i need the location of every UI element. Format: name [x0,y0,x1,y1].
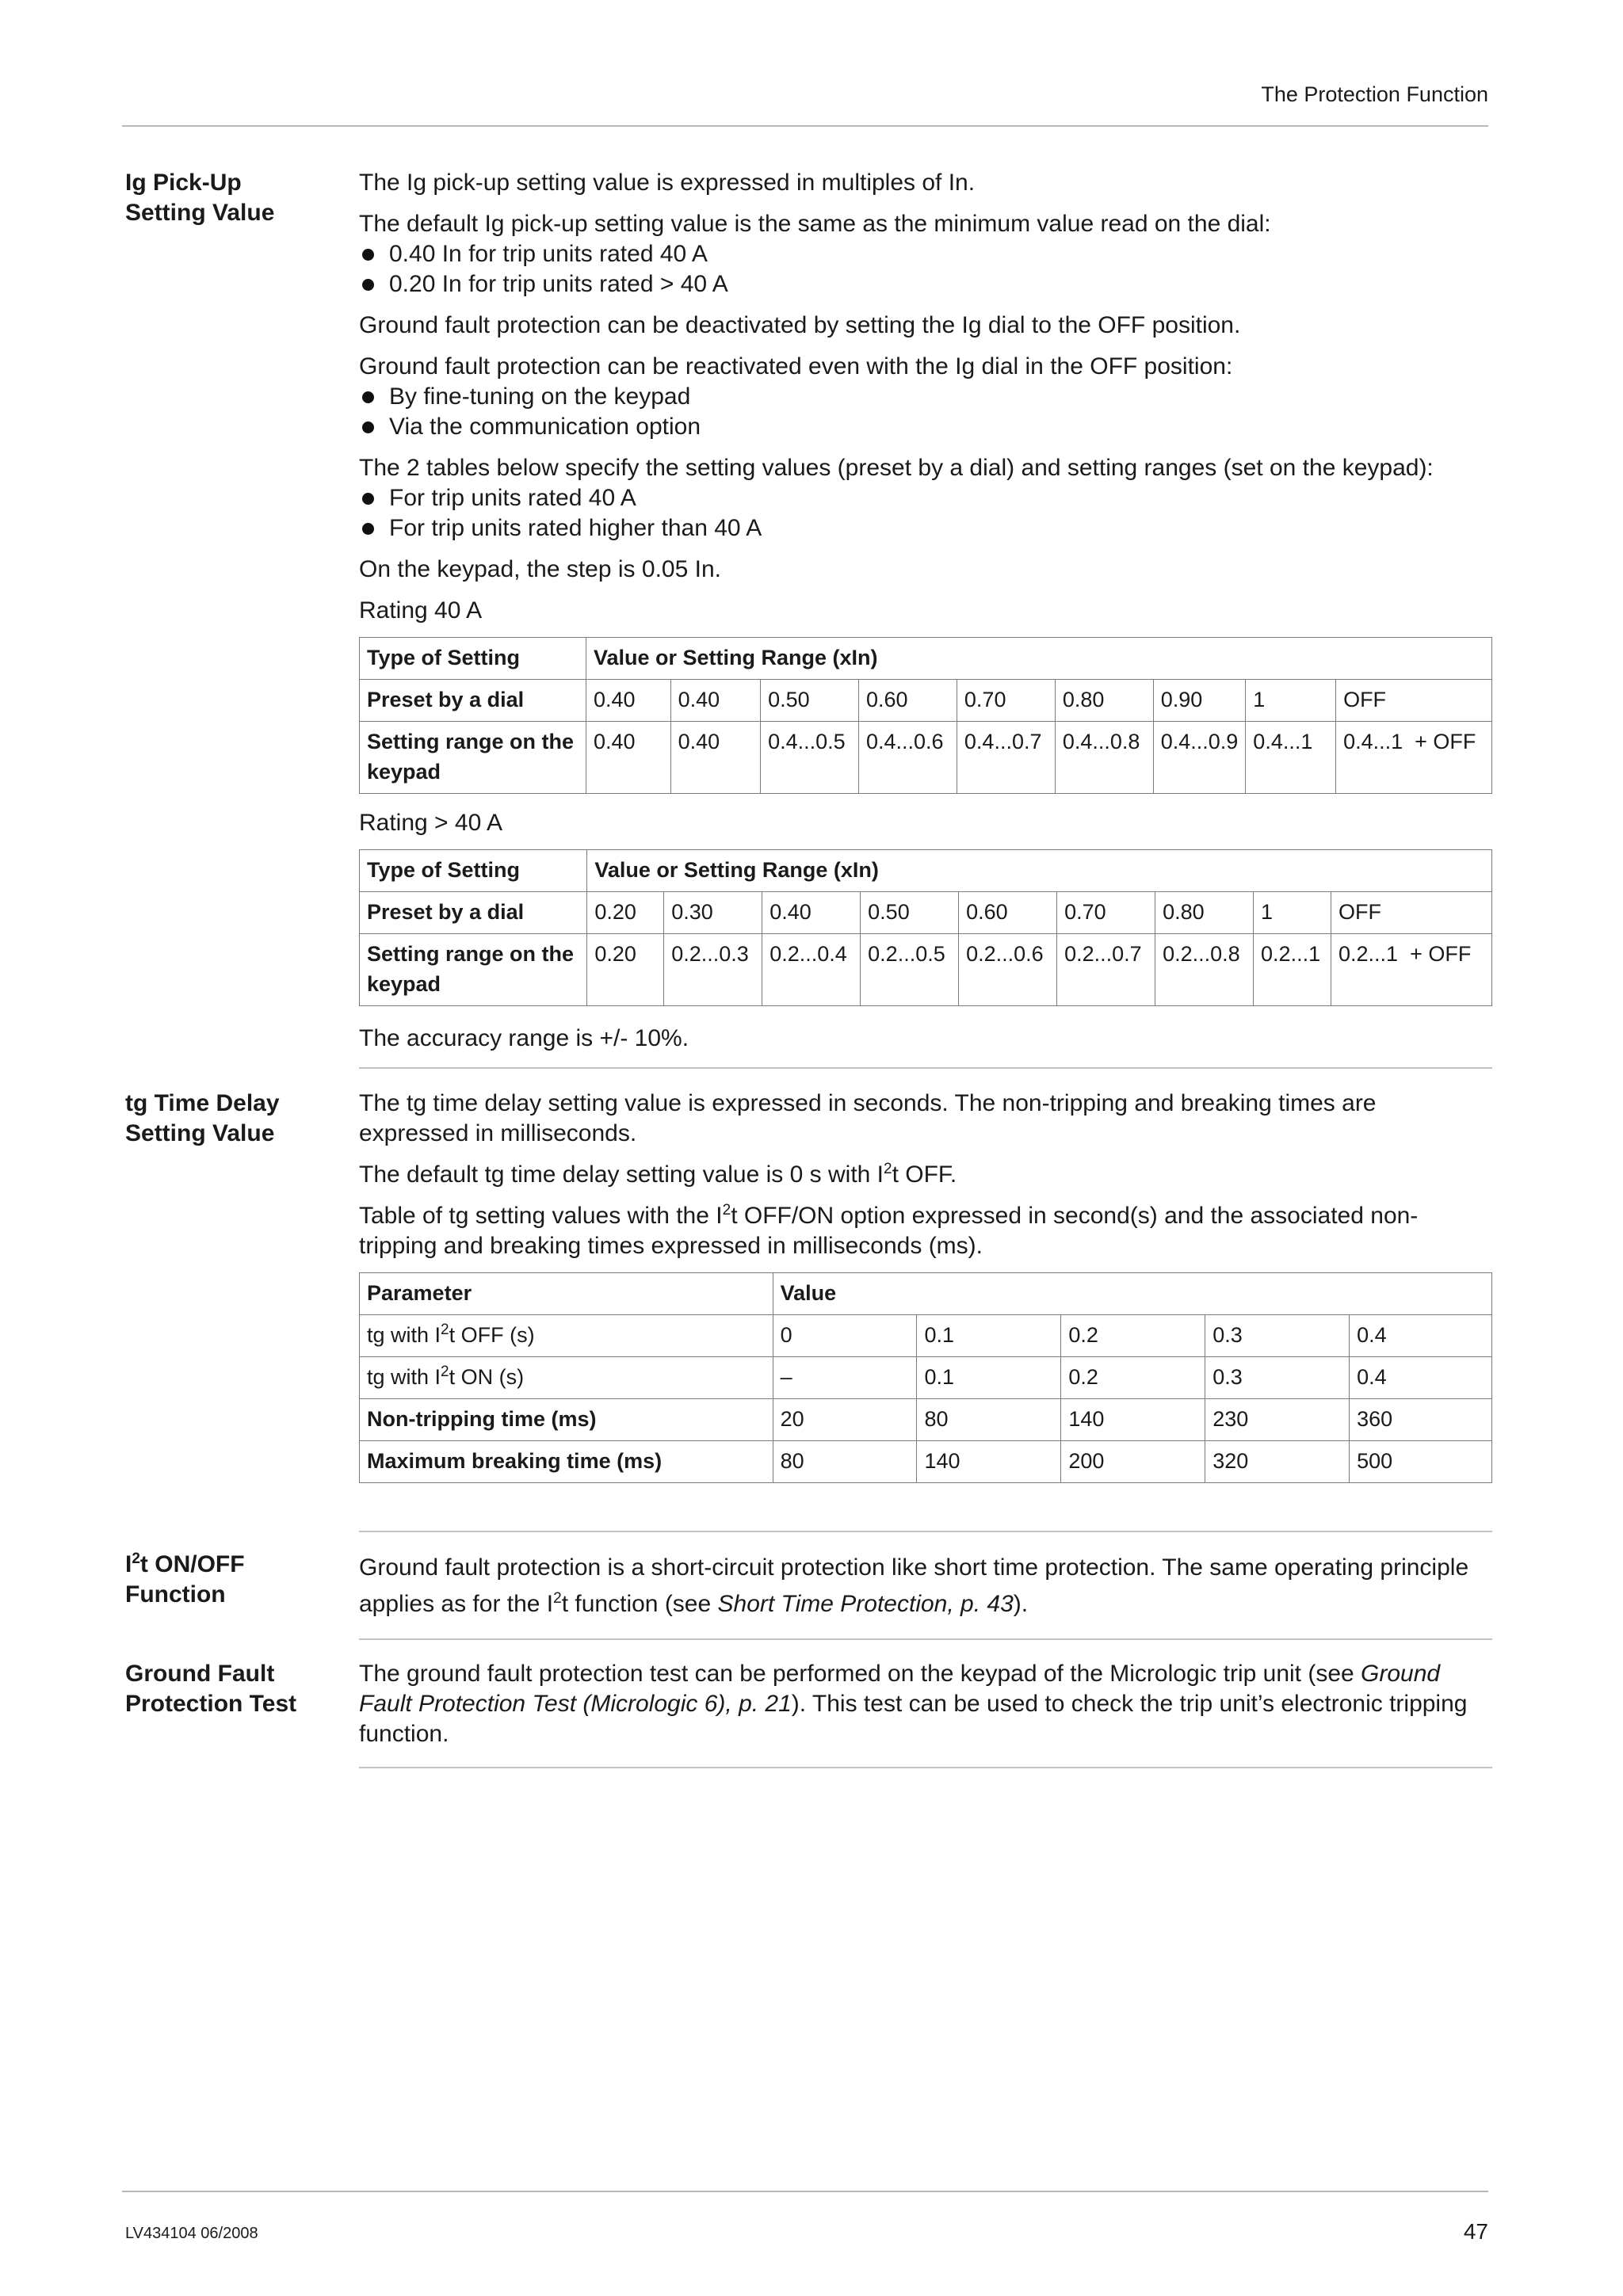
bullet-item: Via the communication option [359,412,1492,442]
cross-reference: Short Time Protection, p. 43 [717,1591,1014,1617]
section-label-i2t [125,1550,355,1610]
text-run: t function (see [561,1591,718,1617]
superscript: 2 [884,1161,892,1177]
page-number: 47 [1463,2219,1488,2244]
table-cell: 0.40 [762,892,861,934]
section-divider [359,1067,1492,1069]
table-cell: 0.4...0.7 [957,722,1055,794]
table-cell: 0 [773,1315,917,1357]
table-row [360,722,1492,794]
text-run: t OFF. [892,1161,957,1188]
table-row-label: Non-tripping time (ms) [360,1399,773,1441]
rating-over-40a-table [359,849,1492,1006]
running-header: The Protection Function [1261,82,1488,106]
table-cell: 20 [773,1399,917,1441]
bullet-list [359,239,1492,299]
bullet-item: By fine-tuning on the keypad [359,382,1492,412]
table-row [360,892,1492,934]
table-cell: 80 [917,1399,1061,1441]
table-cell: 0.40 [586,722,670,794]
table-cell: 0.2...0.7 [1057,934,1155,1006]
table-cell: 0.2...0.5 [861,934,959,1006]
table-row [360,1315,1492,1357]
table-cell: 0.1 [917,1357,1061,1399]
paragraph [359,1201,1492,1261]
section-body-gf-test [359,1659,1492,1760]
table-cell: 200 [1061,1441,1205,1483]
section-label-line: Ground Fault [125,1661,275,1687]
table-cell: 0.3 [1205,1357,1350,1399]
table-caption: Rating > 40 A [359,810,502,836]
table-cell: 0.2...0.4 [762,934,861,1006]
section-label-line: Function [125,1581,226,1608]
text-run: Ground fault protection is a short-circuit protection like short time protection. The same operating principle applies as for the I [359,1554,1469,1617]
superscript: 2 [553,1590,562,1607]
rating-40a-table [359,637,1492,794]
tg-settings-table [359,1272,1492,1483]
bullet-item: 0.40 In for trip units rated 40 A [359,239,1492,269]
text-run: tg with I [367,1365,441,1389]
table-cell: 0.2...1 + OFF [1331,934,1492,1006]
bullet-item: For trip units rated 40 A [359,483,1492,513]
text-run: ). This test can be used to check the trip unit’s electronic tripping function. [359,1691,1468,1747]
table-row [360,934,1492,1006]
table-cell: 0.2...0.8 [1155,934,1254,1006]
table-cell: 0.2...1 [1254,934,1331,1006]
table-cell: 0.4...0.8 [1055,722,1153,794]
table-cell: 0.20 [587,934,664,1006]
section-label-line: Setting Value [125,1120,275,1146]
table-cell: OFF [1331,892,1492,934]
section-label-line: Setting Value [125,200,275,226]
superscript: 2 [132,1550,140,1567]
table-row-label: Setting range on the keypad [360,934,587,1006]
table-cell: 0.70 [957,680,1055,722]
paragraph [359,1550,1492,1623]
table-cell: 0.20 [587,892,664,934]
table-cell: 230 [1205,1399,1350,1441]
text-run: t ON (s) [449,1365,525,1389]
table-row-label [360,1357,773,1399]
table-cell: 0.40 [586,680,670,722]
text-run: Table of tg setting values with the I [359,1203,723,1229]
section-body-tg-time-delay [359,1089,1492,1483]
table-cell: 0.4...0.9 [1153,722,1246,794]
cross-reference: Ground Fault Protection Test (Micrologic 6), p. 21 [359,1661,1441,1717]
table-cell: 0.60 [859,680,957,722]
table-header-cell: Value or Setting Range (xIn) [587,850,1492,892]
table-caption: Rating 40 A [359,597,483,624]
section-label-ig-pickup [125,168,355,228]
text-run: t OFF (s) [449,1323,535,1347]
table-row [360,638,1492,680]
table-cell: OFF [1336,680,1492,722]
table-cell: 80 [773,1441,917,1483]
section-label-line: Protection Test [125,1691,297,1717]
table-cell: 0.90 [1153,680,1246,722]
table-row-label [360,1315,773,1357]
table-header-cell: Value [773,1273,1491,1315]
paragraph: Ground fault protection can be deactivated by setting the Ig dial to the OFF position. [359,312,1241,338]
section-label-line [125,1550,355,1580]
table-row-label: Maximum breaking time (ms) [360,1441,773,1483]
table-cell: 1 [1254,892,1331,934]
text-run: tg with I [367,1323,441,1347]
footer-doc-reference: LV434104 06/2008 [125,2225,258,2242]
superscript: 2 [441,1322,449,1338]
table-cell: 0.4...0.5 [761,722,859,794]
table-row [360,1399,1492,1441]
table-cell: 0.4...1 [1246,722,1336,794]
paragraph: On the keypad, the step is 0.05 In. [359,556,721,582]
table-row-label: Preset by a dial [360,892,587,934]
table-cell: 0.80 [1155,892,1254,934]
superscript: 2 [722,1202,731,1219]
paragraph: The accuracy range is +/- 10%. [359,1025,689,1051]
table-cell: 140 [1061,1399,1205,1441]
table-cell: 360 [1350,1399,1492,1441]
section-body-ig-pickup [359,168,1492,1065]
text-run: I [125,1551,132,1577]
section-label-tg-time-delay [125,1089,355,1149]
table-cell: 0.50 [761,680,859,722]
bullet-item: 0.20 In for trip units rated > 40 A [359,269,1492,299]
table-row [360,1441,1492,1483]
table-header-cell: Value or Setting Range (xIn) [586,638,1491,680]
header-divider [122,125,1488,127]
section-body-i2t [359,1550,1492,1634]
table-header-cell: Type of Setting [360,638,586,680]
table-cell: 0.80 [1055,680,1153,722]
paragraph: The tg time delay setting value is expressed in seconds. The non-tripping and breaking times are expressed in milliseconds. [359,1090,1377,1146]
table-cell: 1 [1246,680,1336,722]
table-cell: 0.4 [1350,1357,1492,1399]
table-row-label: Setting range on the keypad [360,722,586,794]
paragraph: The Ig pick-up setting value is expressed in multiples of In. [359,170,976,196]
table-cell: 0.30 [664,892,762,934]
section-divider [359,1531,1492,1532]
table-cell: 500 [1350,1441,1492,1483]
table-cell: 0.4...0.6 [859,722,957,794]
table-row [360,1357,1492,1399]
table-cell: 0.3 [1205,1315,1350,1357]
table-cell: 0.70 [1057,892,1155,934]
bullet-list [359,382,1492,442]
table-row-label: Preset by a dial [360,680,586,722]
text-run: The ground fault protection test can be performed on the keypad of the Micrologic trip unit (see [359,1661,1361,1687]
table-cell: 0.4...1 + OFF [1336,722,1492,794]
table-cell: 320 [1205,1441,1350,1483]
table-row [360,1273,1492,1315]
paragraph: The 2 tables below specify the setting values (preset by a dial) and setting ranges (set on the keypad): [359,455,1434,481]
text-run: ). [1013,1591,1029,1617]
table-cell: 0.2...0.6 [959,934,1057,1006]
table-cell: 140 [917,1441,1061,1483]
section-divider [359,1638,1492,1640]
table-header-cell: Parameter [360,1273,773,1315]
bullet-item: For trip units rated higher than 40 A [359,513,1492,543]
table-row [360,850,1492,892]
table-cell: 0.50 [861,892,959,934]
table-cell: 0.60 [959,892,1057,934]
table-row [360,680,1492,722]
table-cell: 0.2 [1061,1357,1205,1399]
bullet-list [359,483,1492,543]
table-cell: 0.1 [917,1315,1061,1357]
section-label-line: tg Time Delay [125,1090,280,1116]
table-cell: – [773,1357,917,1399]
section-divider [359,1767,1492,1768]
text-run: The default tg time delay setting value is 0 s with I [359,1161,884,1188]
text-run: t ON/OFF [139,1551,245,1577]
table-cell: 0.2 [1061,1315,1205,1357]
table-header-cell: Type of Setting [360,850,587,892]
paragraph [359,1659,1492,1749]
footer-divider [122,2191,1488,2192]
paragraph: The default Ig pick-up setting value is the same as the minimum value read on the dial: [359,211,1271,237]
paragraph [359,1160,1492,1190]
table-cell: 0.2...0.3 [664,934,762,1006]
table-cell: 0.4 [1350,1315,1492,1357]
table-cell: 0.40 [670,722,761,794]
superscript: 2 [441,1363,449,1380]
text-run: t OFF/ON option expressed in second(s) and the associated non-tripping and breaking times expressed in milliseconds (ms). [359,1203,1419,1259]
paragraph: Ground fault protection can be reactivated even with the Ig dial in the OFF position: [359,353,1233,379]
section-label-gf-test [125,1659,355,1719]
table-cell: 0.40 [670,680,761,722]
section-label-line: Ig Pick-Up [125,170,242,196]
